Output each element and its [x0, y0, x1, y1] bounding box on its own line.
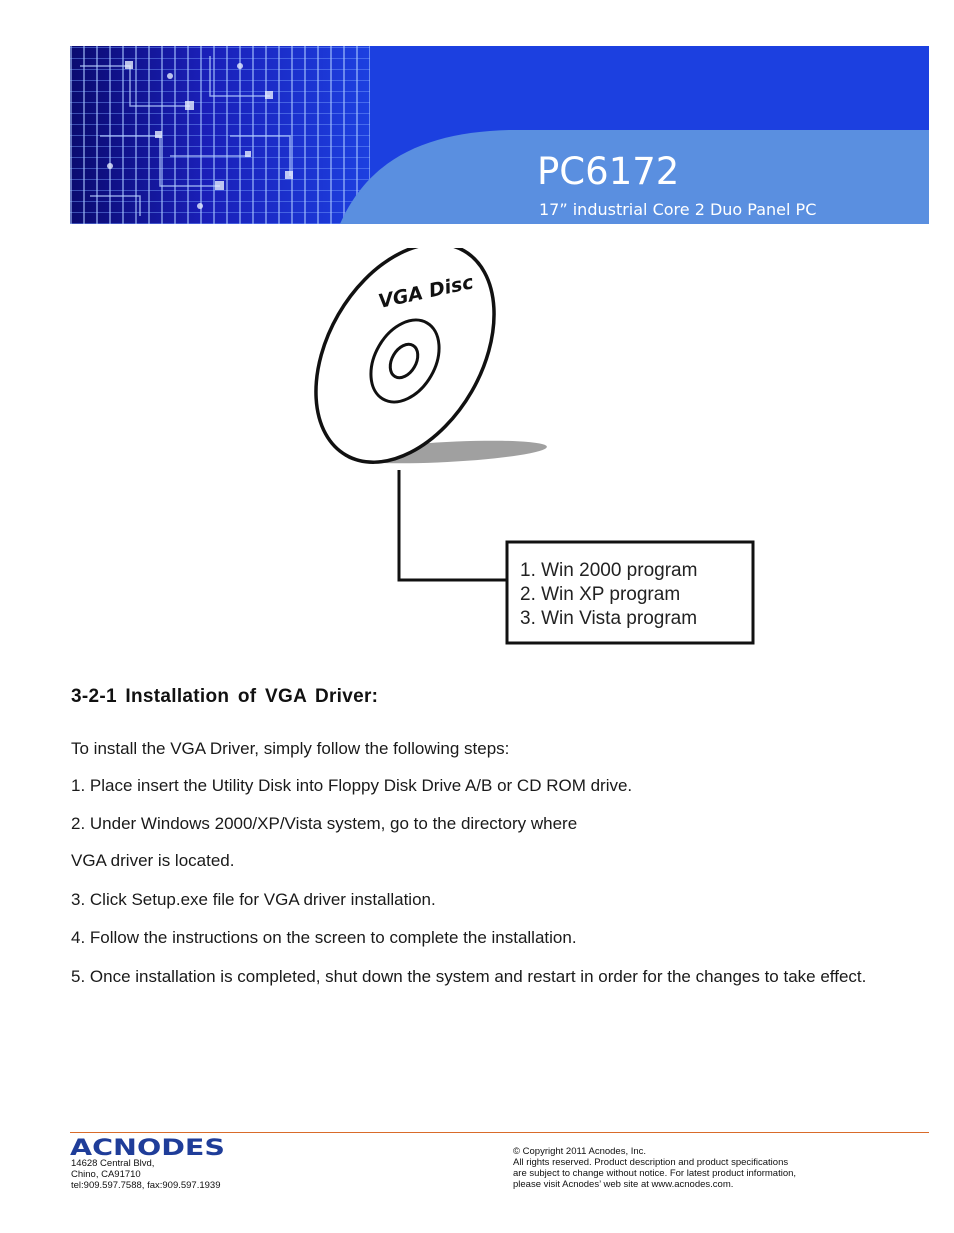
header-banner: [70, 46, 929, 224]
section-heading: 3-2-1 Installation of VGA Driver:: [71, 686, 379, 707]
step-2: 2. Under Windows 2000/XP/Vista system, go to the directory where: [71, 814, 578, 833]
copyright-line: please visit Acnodes’ web site at www.acnodes.com.: [513, 1179, 734, 1190]
banner-curve-shape: [70, 46, 929, 224]
svg-text:ACNODES: ACNODES: [70, 1136, 225, 1158]
program-item: 2. Win XP program: [520, 584, 681, 605]
step-4: 4. Follow the instructions on the screen to complete the installation.: [71, 928, 577, 947]
step-3: 3. Click Setup.exe file for VGA driver installation.: [71, 890, 436, 909]
program-item: 3. Win Vista program: [520, 608, 698, 629]
copyright-line: © Copyright 2011 Acnodes, Inc.: [513, 1146, 647, 1157]
copyright-line: All rights reserved. Product description and product specifications: [513, 1157, 789, 1168]
address-line: Chino, CA91710: [71, 1169, 141, 1180]
acnodes-logo: [70, 1136, 230, 1158]
product-title: PC6172: [537, 150, 680, 193]
footer-copyright: [513, 1146, 875, 1190]
copyright-line: are subject to change without notice. For latest product information,: [513, 1168, 797, 1179]
address-line: tel:909.597.7588, fax:909.597.1939: [71, 1180, 221, 1191]
disc-label: VGA Disc: [376, 271, 476, 313]
intro-text: To install the VGA Driver, simply follow the following steps:: [71, 739, 510, 758]
address-line: 14628 Central Blvd,: [71, 1158, 155, 1169]
vga-disc-figure: [300, 248, 760, 653]
program-list: [520, 559, 697, 631]
step-5: 5. Once installation is completed, shut down the system and restart in order for the changes to take effect.: [71, 967, 867, 986]
footer-address: [71, 1158, 221, 1191]
footer-divider: [70, 1132, 929, 1133]
step-2-continued: VGA driver is located.: [71, 851, 235, 870]
product-subtitle: 17” industrial Core 2 Duo Panel PC: [539, 200, 817, 219]
step-1: 1. Place insert the Utility Disk into Floppy Disk Drive A/B or CD ROM drive.: [71, 776, 633, 795]
program-item: 1. Win 2000 program: [520, 560, 698, 581]
